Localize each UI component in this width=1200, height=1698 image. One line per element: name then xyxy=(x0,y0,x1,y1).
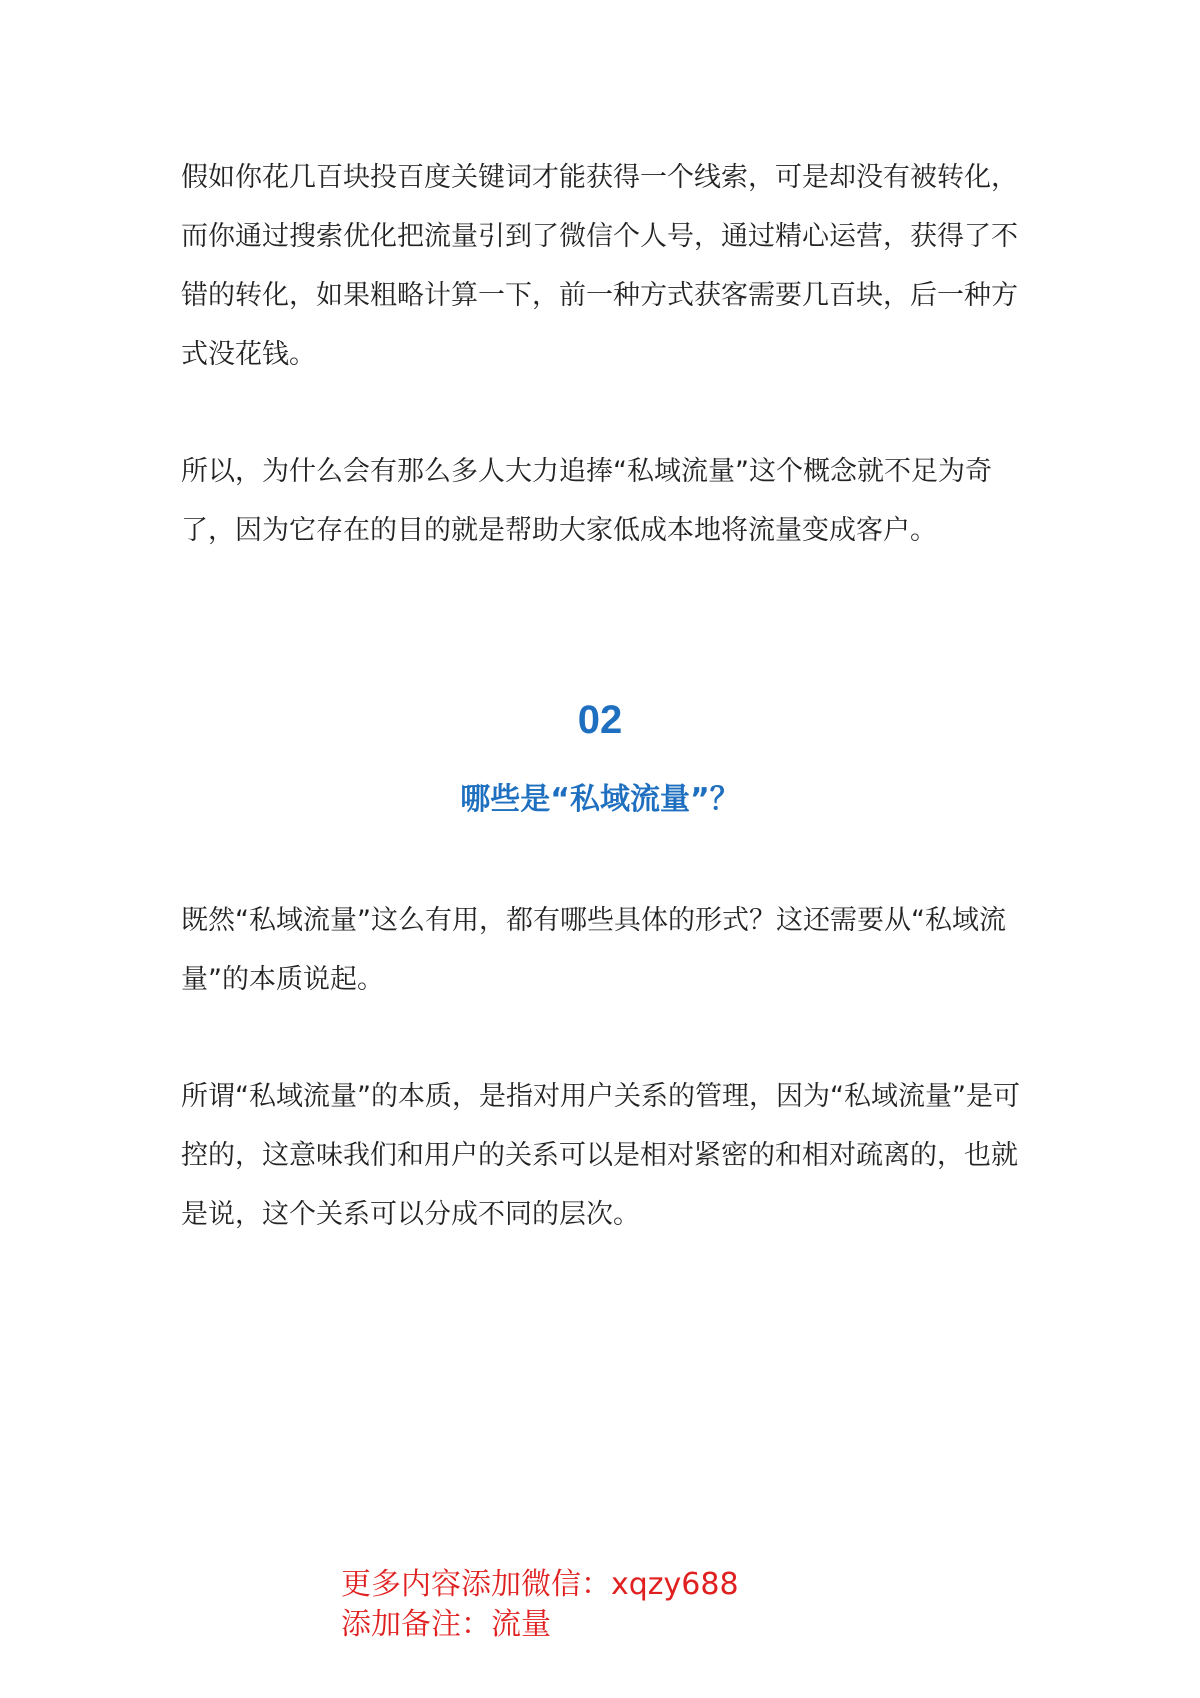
wechat-remark-line: 添加备注：流量 xyxy=(341,1607,551,1642)
section-paragraph-essence: 所谓“私域流量”的本质，是指对用户关系的管理，因为“私域流量”是可控的，这意味我们和用户的关系可以是相对紧密的和相对疏离的，也就是说，这个关系可以分成不同的层次。 xyxy=(181,1081,1020,1230)
intro-paragraph-cost: 假如你花几百块投百度关键词才能获得一个线索，可是却没有被转化，而你通过搜索优化把流量引到了微信个人号，通过精心运营，获得了不错的转化，如果粗略计算一下，前一种方式获客需要几百块，后一种方式没花钱。 xyxy=(181,162,1018,370)
section-heading: 哪些是“私域流量”？ xyxy=(460,782,740,817)
intro-paragraph-conclusion: 所以，为什么会有那么多人大力追捧“私域流量”这个概念就不足为奇了，因为它存在的目的就是帮助大家低成本地将流量变成客户。 xyxy=(181,456,992,546)
wechat-notice-line: 更多内容添加微信：xqzy688 xyxy=(341,1567,739,1602)
wechat-notice xyxy=(341,1565,739,1645)
section-paragraph-forms: 既然“私域流量”这么有用，都有哪些具体的形式？这还需要从“私域流量”的本质说起。 xyxy=(181,905,1006,995)
section-number: 02 xyxy=(577,698,623,742)
